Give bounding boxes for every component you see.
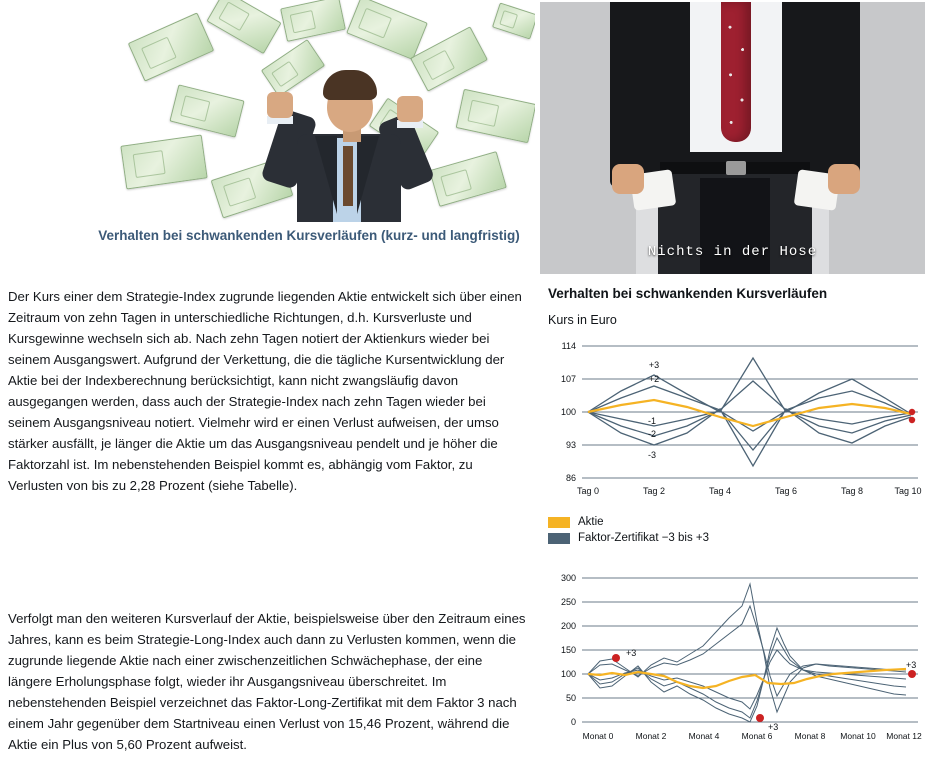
- svg-text:114: 114: [561, 341, 576, 351]
- hand-right: [828, 164, 860, 194]
- svg-text:+2: +2: [648, 374, 660, 384]
- photo-overlay-text: Nichts in der Hose: [647, 244, 818, 260]
- right-fist: [397, 96, 423, 122]
- svg-text:Monat 12: Monat 12: [886, 731, 922, 741]
- svg-text:Tag 6: Tag 6: [774, 486, 798, 496]
- chart-short-term-svg: [540, 336, 925, 504]
- body-paragraph-1: [8, 286, 528, 496]
- svg-text:86: 86: [565, 473, 576, 483]
- legend-label-faktor-zertifikat: Faktor-Zertifikat −3 bis +3: [578, 532, 710, 544]
- series-aktie: [588, 669, 906, 688]
- left-lapel: [315, 136, 337, 214]
- hair: [323, 70, 377, 100]
- chart-short-term: [540, 336, 925, 504]
- legend-item-aktie: [548, 516, 918, 528]
- annotation-marker-trough: [756, 714, 764, 722]
- svg-text:-1: -1: [647, 416, 657, 426]
- svg-text:200: 200: [560, 621, 576, 631]
- svg-text:0: 0: [570, 717, 576, 727]
- svg-text:Monat 0: Monat 0: [582, 731, 614, 741]
- chart-axis-unit-label: Kurs in Euro: [548, 313, 617, 327]
- svg-text:250: 250: [560, 597, 576, 607]
- right-column: [540, 0, 925, 757]
- belt-buckle: [726, 161, 746, 175]
- left-fist: [267, 92, 293, 118]
- svg-text:+3: +3: [648, 360, 660, 370]
- y-axis-ticks: [561, 341, 576, 483]
- svg-text:100: 100: [560, 669, 576, 679]
- chart-long-term: [540, 566, 925, 748]
- body-paragraph-2: [8, 608, 528, 755]
- svg-text:150: 150: [560, 645, 576, 655]
- hand-left: [612, 164, 644, 194]
- annotation-label-start: +3: [626, 648, 637, 658]
- photo-man-with-money: [115, 0, 535, 222]
- annotation-label-end: +3: [906, 660, 917, 670]
- gridlines: [582, 346, 918, 478]
- legend-label-aktie: Aktie: [578, 516, 604, 528]
- svg-text:Tag 2: Tag 2: [642, 486, 666, 496]
- annotation-marker-start: [612, 654, 620, 662]
- x-axis-ticks: [583, 731, 922, 741]
- celebrating-man: [265, 60, 425, 222]
- svg-text:107: 107: [560, 374, 576, 384]
- endpoint-marker: [909, 409, 915, 415]
- svg-text:100: 100: [560, 407, 576, 417]
- right-lapel: [357, 136, 379, 214]
- svg-text:50: 50: [565, 693, 576, 703]
- svg-text:Tag 0: Tag 0: [576, 486, 600, 496]
- svg-text:Monat 6: Monat 6: [741, 731, 773, 741]
- photo-empty-pockets: [540, 2, 925, 274]
- svg-text:-3: -3: [647, 450, 657, 460]
- chart-long-term-svg: [540, 566, 925, 748]
- legend-swatch-faktor-zertifikat: [548, 533, 570, 544]
- necktie: [343, 146, 353, 206]
- paragraph-text: Der Kurs einer dem Strategie-Index zugrunde liegenden Aktie entwickelt sich über einen Zeitraum von zehn Tagen in unterschiedliche Richtungen, d.h. Kursverluste und Kursgewinne wechseln sich ab. Nach zehn Tagen notiert der Aktienkurs wieder bei seinem Ausgangswert. Aufgrund der Verkettung, die die tägliche Kursentwicklung der Aktie bei der Indexberechnung berücksichtigt, kann nicht zwangsläufig davon ausgegangen werden, dass auch der Strategie-Index nach zehn Tagen wieder bei seinem Ausgangsniveau notiert. Vielmehr wird er einen Verlust aufweisen, der umso stärker ausfällt, je länger die Aktie um das Ausgangsniveau pendelt und je höher die Faktorzahl ist. Im nebenstehenden Beispiel kommt es, abhängig vom Faktor, zu Verlusten von bis zu 2,28 Prozent (siehe Tabelle).: [8, 289, 522, 493]
- svg-text:93: 93: [565, 440, 576, 450]
- paragraph-text: Verfolgt man den weiteren Kursverlauf der Aktie, beispielsweise über den Zeitraum eines Jahres, kann es beim Strategie-Long-Index auch dann zu Verlusten kommen, wenn die zugrunde liegende Aktie nach einer zwischenzeitlichen Schwächephase, der eine längere Erholungsphase folgt, wieder ihr Ausgangsniveau überschreitet. Im nebenstehenden Beispiel verzeichnet das Faktor-Long-Zertifikat mit dem Faktor 3 nach einem Jahr gegenüber dem Startniveau einen Verlust von 15,46 Prozent, während die Aktie ein Plus von 5,60 Prozent aufweist.: [8, 611, 526, 752]
- svg-text:-2: -2: [647, 429, 657, 439]
- chart-title: Verhalten bei schwankenden Kursverläufen: [548, 286, 828, 301]
- x-axis-ticks: [577, 486, 922, 496]
- svg-text:Monat 4: Monat 4: [688, 731, 720, 741]
- annotation-label-trough: +3: [768, 722, 779, 732]
- legend-swatch-aktie: [548, 517, 570, 528]
- svg-text:300: 300: [560, 573, 576, 583]
- endpoint-marker: [909, 417, 915, 423]
- necktie: [721, 2, 751, 142]
- legend-item-faktor-zertifikat: [548, 532, 918, 544]
- chart-legend: [548, 516, 918, 548]
- svg-text:Tag 10: Tag 10: [894, 486, 922, 496]
- svg-text:Tag 4: Tag 4: [708, 486, 732, 496]
- y-axis-ticks: [561, 573, 576, 727]
- svg-text:Monat 2: Monat 2: [635, 731, 667, 741]
- image-caption: Verhalten bei schwankenden Kursverläufen (kurz- und langfristig): [98, 228, 520, 243]
- svg-text:Tag 8: Tag 8: [840, 486, 864, 496]
- svg-text:Monat 10: Monat 10: [840, 731, 876, 741]
- annotation-marker-end: [908, 670, 916, 678]
- svg-text:Monat 8: Monat 8: [794, 731, 826, 741]
